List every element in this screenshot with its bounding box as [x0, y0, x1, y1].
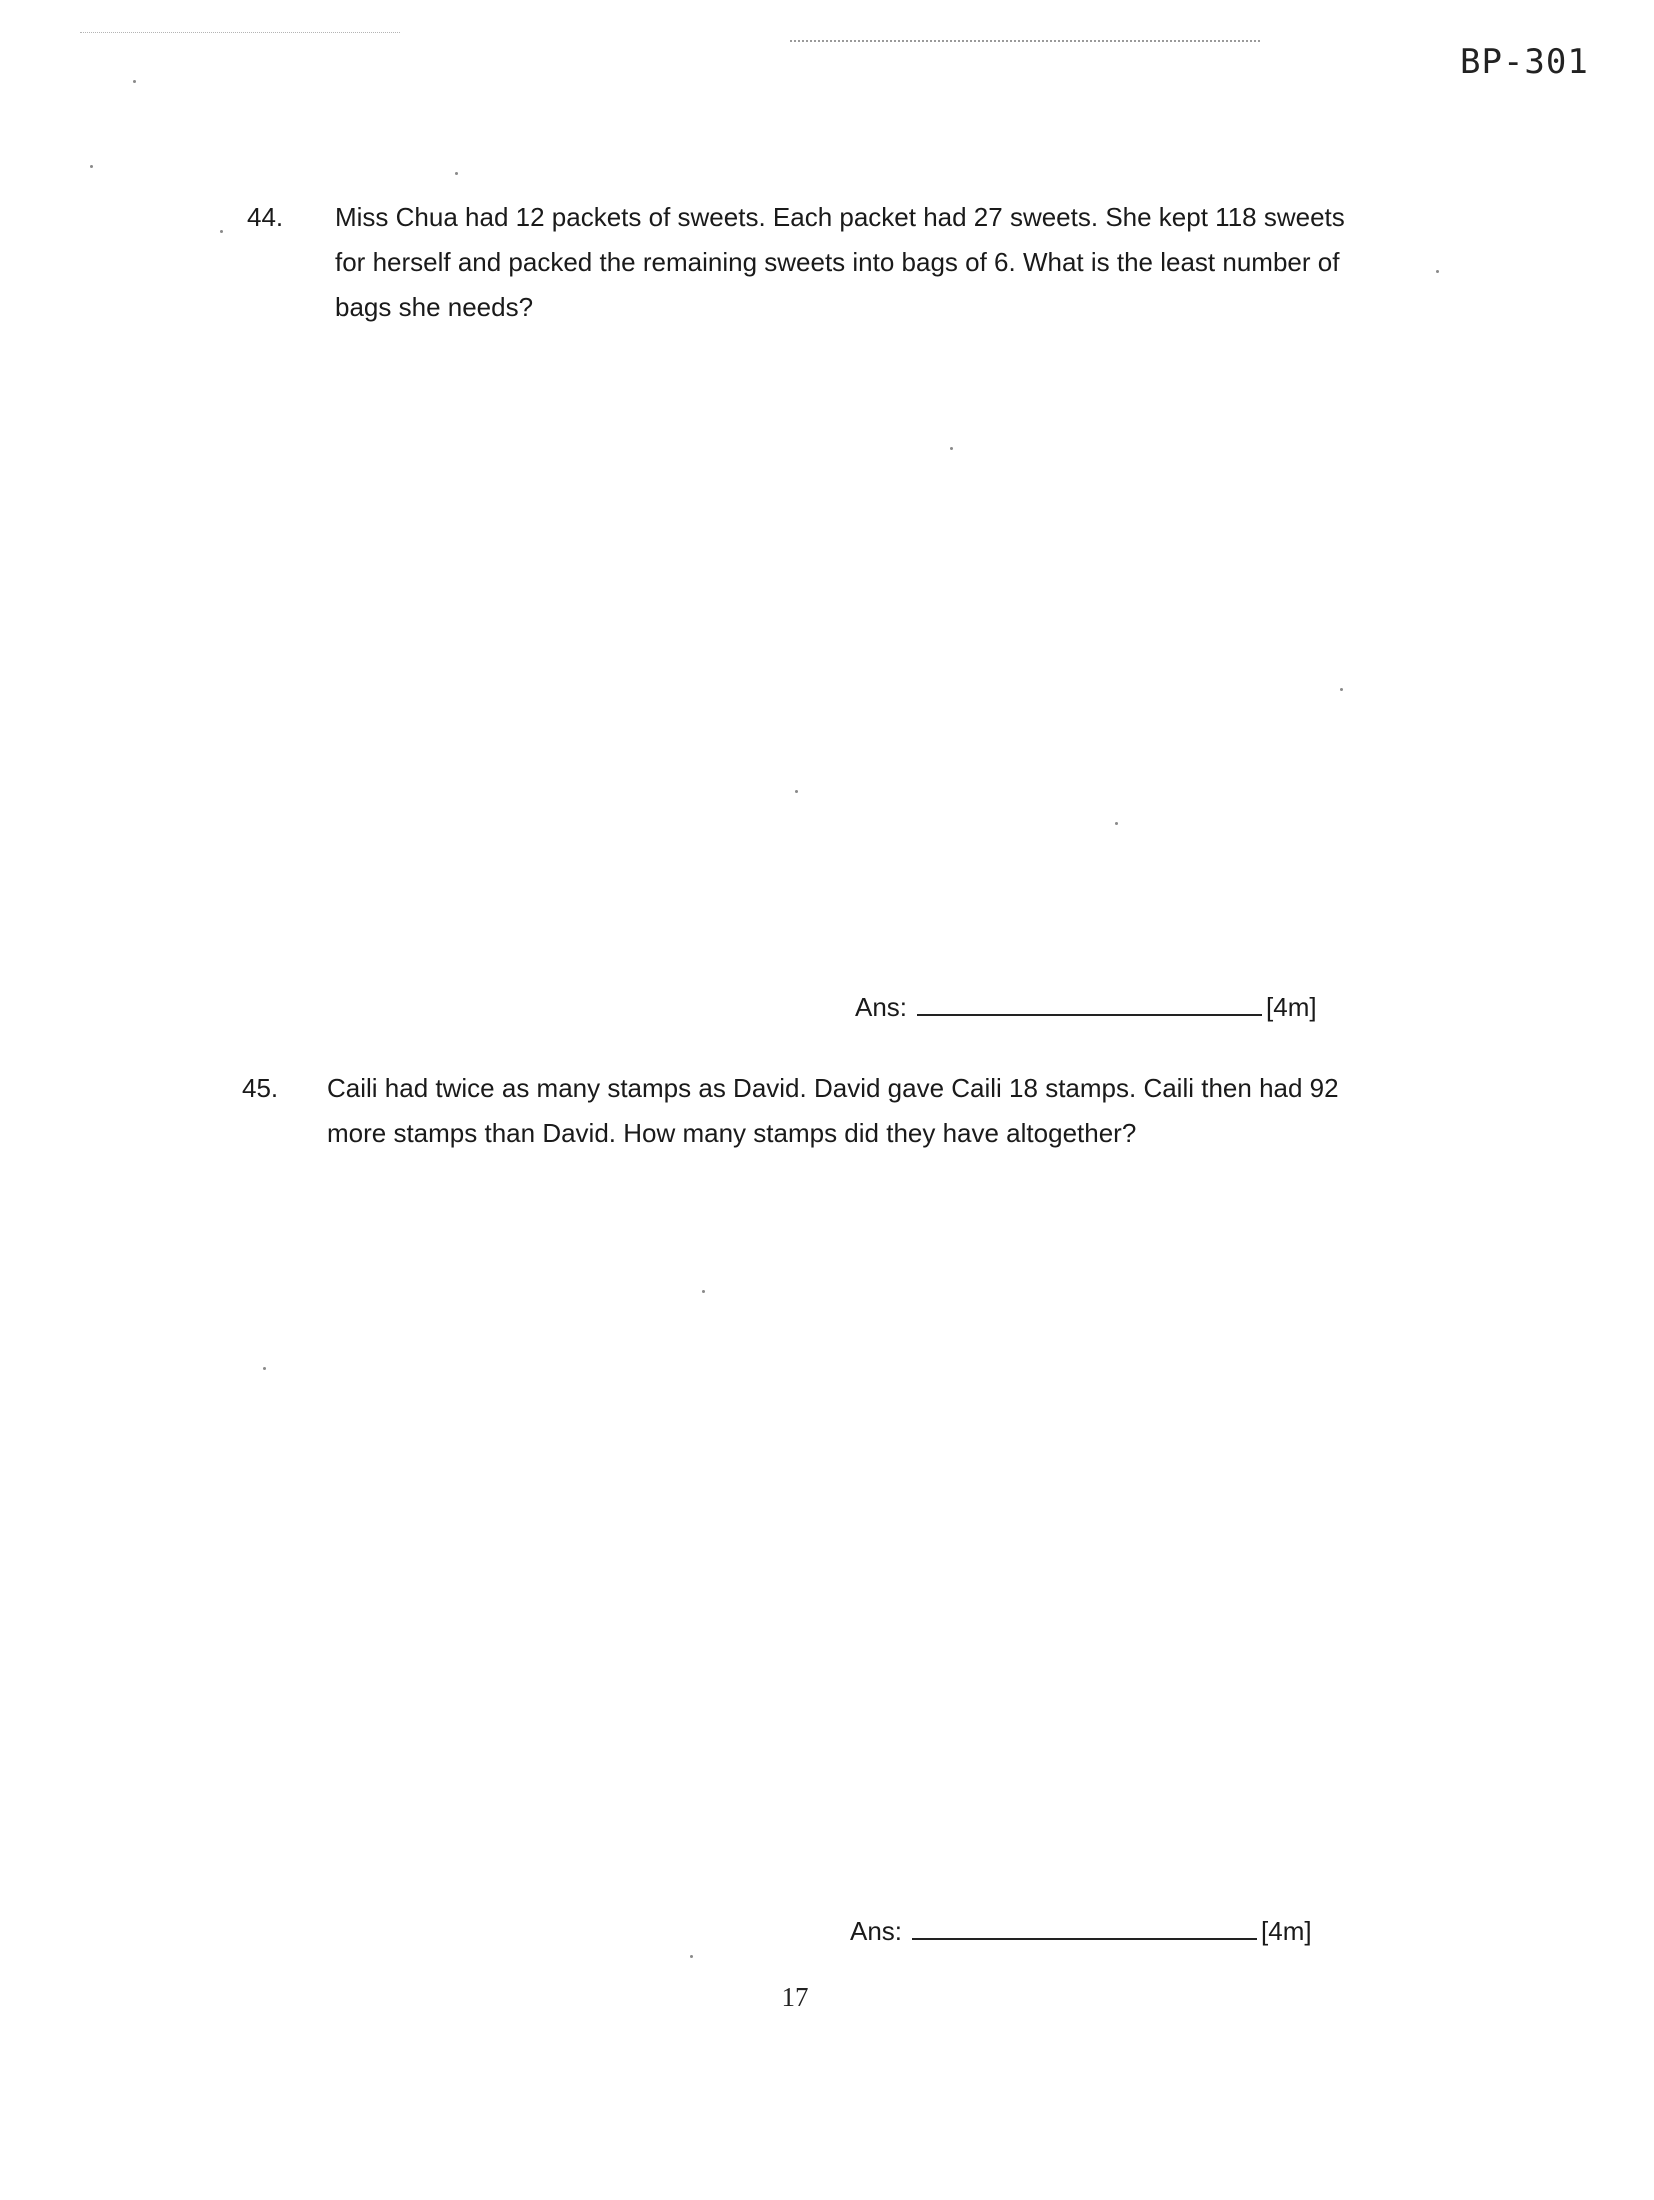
scan-speck — [220, 230, 223, 233]
question-number: 45. — [242, 1073, 279, 1103]
scan-speck — [1340, 688, 1343, 691]
scan-noise-top — [790, 40, 1260, 42]
answer-label: Ans: — [850, 1916, 903, 1946]
answer-line-44 — [855, 992, 1317, 1022]
answer-line-45 — [850, 1916, 1312, 1946]
scan-speck — [690, 1955, 693, 1958]
marks-label: [4m] — [1266, 992, 1317, 1022]
question-text: Caili had twice as many stamps as David. David gave Caili 18 stamps. Caili then had 92 more stamps than David. How many stamps did they have altogether? — [327, 1073, 1339, 1148]
scan-speck — [702, 1290, 705, 1293]
document-code: BP-301 — [1460, 42, 1589, 82]
scan-speck — [455, 172, 458, 175]
scan-speck — [133, 80, 136, 83]
answer-label: Ans: — [855, 992, 908, 1022]
answer-blank[interactable] — [917, 1014, 1262, 1016]
scan-speck — [950, 447, 953, 450]
answer-blank[interactable] — [912, 1938, 1257, 1940]
scan-noise-top-left — [80, 32, 400, 33]
question-number: 44. — [247, 202, 284, 232]
marks-label: [4m] — [1261, 1916, 1312, 1946]
scan-speck — [263, 1367, 266, 1370]
scan-speck — [1115, 822, 1118, 825]
scan-speck — [90, 165, 93, 168]
question-text: Miss Chua had 12 packets of sweets. Each packet had 27 sweets. She kept 118 sweets for herself and packed the remaining sweets into bags of 6. What is the least number of bags she needs? — [335, 202, 1345, 322]
scan-speck — [795, 790, 798, 793]
scan-speck — [1436, 270, 1439, 273]
page-number: 17 — [781, 1982, 809, 2012]
